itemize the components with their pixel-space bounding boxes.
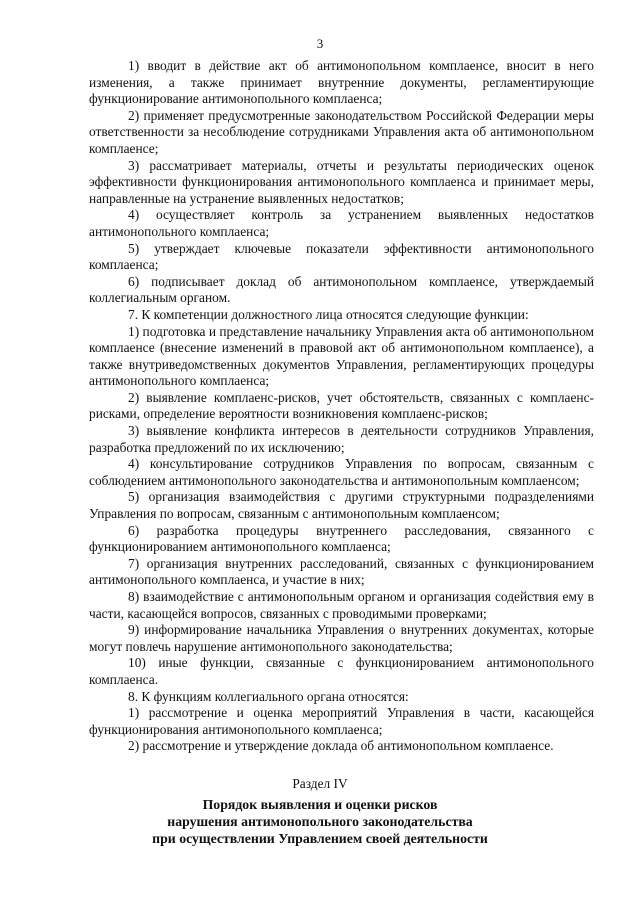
paragraph: 9) информирование начальника Управления о внутренних документах, которые могут повлечь нарушение антимонопольного законодательства;	[89, 622, 594, 654]
paragraph: 8. К функциям коллегиального органа относятся:	[128, 688, 409, 704]
section-title-line: нарушения антимонопольного законодательства	[167, 813, 473, 829]
paragraph: 5) организация взаимодействия с другими структурными подразделениями Управления по вопросам, связанным с антимонопольным комплаенсом;	[89, 489, 594, 522]
section-label: Раздел IV	[292, 776, 348, 791]
paragraph: 2) применяет предусмотренные законодательством Российской Федерации меры ответственности за несоблюдение сотрудниками Управления акта об антимонопольном комплаенсе;	[89, 107, 594, 156]
paragraph: 4) консультирование сотрудников Управления по вопросам, связанным с соблюдением антимонопольного законодательства и антимонопольным комплаенсом;	[89, 456, 594, 488]
paragraph: 1) подготовка и представление начальнику Управления акта об антимонопольном комплаенсе (внесение изменений в правовой акт об антимонопольном комплаенсе), а также внутриведомственных документов Управления, регламентирующих процедуры антимонопольного комплаенса;	[89, 323, 594, 389]
paragraph: 6) подписывает доклад об антимонопольном комплаенсе, утверждаемый коллегиальным органом.	[89, 273, 594, 306]
paragraph: 6) разработка процедуры внутреннего расследования, связанного с функционированием антимонопольного комплаенса;	[89, 522, 594, 555]
paragraph: 7) организация внутренних расследований, связанных с функционированием антимонопольного комплаенса, и участие в них;	[89, 555, 594, 588]
paragraph: 3) выявление конфликта интересов в деятельности сотрудников Управления, разработка предложений по их исключению;	[89, 423, 594, 455]
paragraph: 5) утверждает ключевые показатели эффективности антимонопольного комплаенса;	[89, 240, 594, 273]
paragraph: 2) рассмотрение и утверждение доклада об антимонопольном комплаенсе.	[128, 738, 554, 754]
paragraph: 4) осуществляет контроль за устранением выявленных недостатков антимонопольного комплаенса;	[89, 207, 594, 239]
paragraph: 8) взаимодействие с антимонопольным органом и организация содействия ему в части, касающейся вопросов, связанных с проводимыми проверками;	[89, 589, 594, 621]
paragraph: 3) рассматривает материалы, отчеты и результаты периодических оценок эффективности функционирования антимонопольного комплаенса и принимает меры, направленные на устранение выявленных недостатков;	[89, 157, 594, 206]
document-body	[89, 58, 594, 755]
paragraph: 1) вводит в действие акт об антимонопольном комплаенсе, вносит в него изменения, а также принимает внутренние документы, регламентирующие функционирование антимонопольного комплаенса;	[89, 58, 594, 107]
paragraph: 2) выявление комплаенс-рисков, учет обстоятельств, связанных с комплаенс-рисками, определение вероятности возникновения комплаенс-рисков;	[89, 389, 594, 422]
page-number: 3	[316, 36, 324, 51]
paragraph: 10) иные функции, связанные с функционированием антимонопольного комплаенса.	[89, 655, 594, 687]
paragraph: 7. К компетенции должностного лица относятся следующие функции:	[128, 306, 529, 322]
section-title-line: Порядок выявления и оценки рисков	[202, 796, 438, 812]
section-title-line: при осуществлении Управлением своей деятельности	[152, 831, 488, 846]
paragraph: 1) рассмотрение и оценка мероприятий Управления в части, касающейся функционирования антимонопольного комплаенса;	[89, 705, 594, 737]
section-heading	[0, 776, 640, 847]
